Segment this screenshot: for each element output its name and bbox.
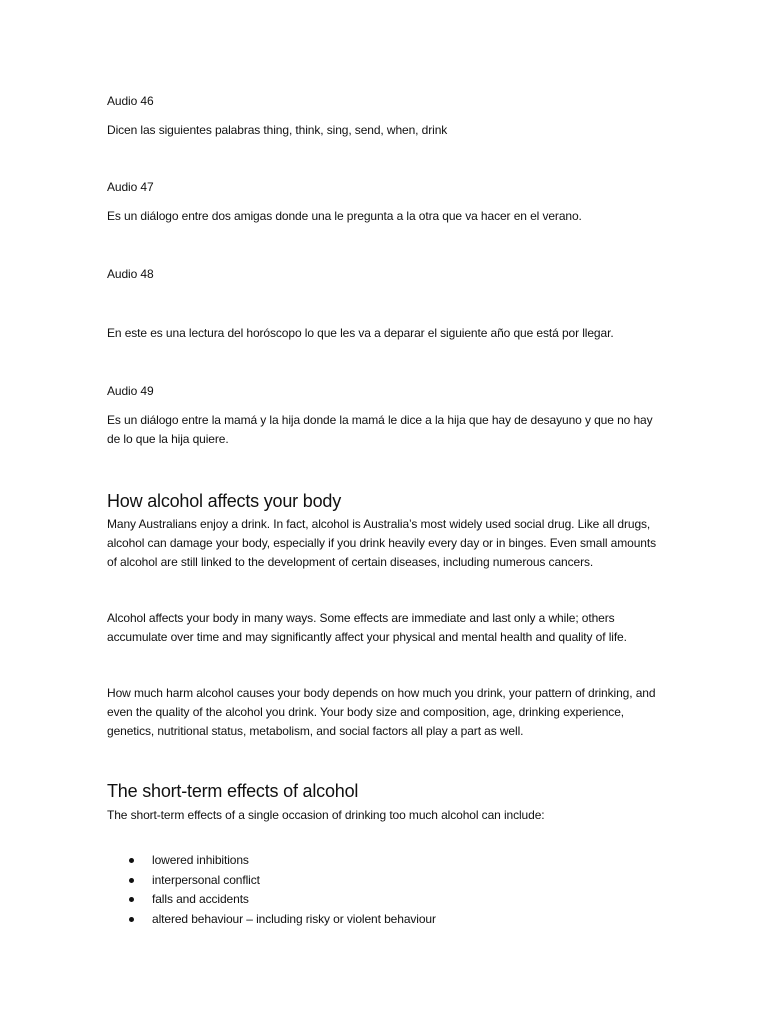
audio-46-description: Dicen las siguientes palabras thing, think, sing, send, when, drink [107, 123, 448, 137]
audio-48-title: Audio 48 [107, 267, 154, 281]
paragraph-intro: Many Australians enjoy a drink. In fact, alcohol is Australia’s most widely used social drug. Like all drugs, alcohol can damage your body, especially if you drink heavily every day or in binges. Even small amounts of alcohol are still linked to the development of certain diseases, including numerous cancers. [107, 517, 657, 569]
audio-48-description: En este es una lectura del horóscopo lo que les va a deparar el siguiente año que está por llegar. [107, 326, 614, 340]
bullet-icon [129, 897, 134, 902]
section-heading-short-term: The short-term effects of alcohol [107, 781, 359, 801]
list-item-text: lowered inhibitions [152, 853, 249, 867]
list-item [107, 910, 436, 930]
list-item [107, 871, 436, 891]
list-item [107, 890, 436, 910]
audio-47-description: Es un diálogo entre dos amigas donde una le pregunta a la otra que va hacer en el verano. [107, 209, 582, 223]
list-item-text: interpersonal conflict [152, 872, 260, 887]
audio-49-title: Audio 49 [107, 384, 154, 398]
paragraph-harm: How much harm alcohol causes your body depends on how much you drink, your pattern of drinking, and even the quality of the alcohol you drink. Your body size and composition, age, drinking experience, genetics, nutritional status, metabolism, and social factors all play a part as well. [107, 686, 656, 738]
paragraph-effects: Alcohol affects your body in many ways. Some effects are immediate and last only a while; others accumulate over time and may significantly affect your physical and mental health and quality of life. [107, 611, 627, 644]
bullet-icon [129, 878, 134, 883]
list-item-text: falls and accidents [152, 892, 249, 906]
list-item [107, 851, 436, 871]
list-item-text: altered behaviour – including risky or violent behaviour [152, 911, 436, 926]
audio-46-title: Audio 46 [107, 94, 154, 108]
audio-49-description: Es un diálogo entre la mamá y la hija donde la mamá le dice a la hija que hay de desayuno y que no hay de lo que la hija quiere. [107, 413, 653, 446]
audio-47-title: Audio 47 [107, 180, 154, 194]
section-heading-alcohol-effects: How alcohol affects your body [107, 491, 342, 511]
bullet-icon [129, 858, 134, 863]
bullet-icon [129, 917, 134, 922]
short-term-intro: The short-term effects of a single occasion of drinking too much alcohol can include: [107, 808, 545, 822]
short-term-effects-list [107, 851, 436, 929]
